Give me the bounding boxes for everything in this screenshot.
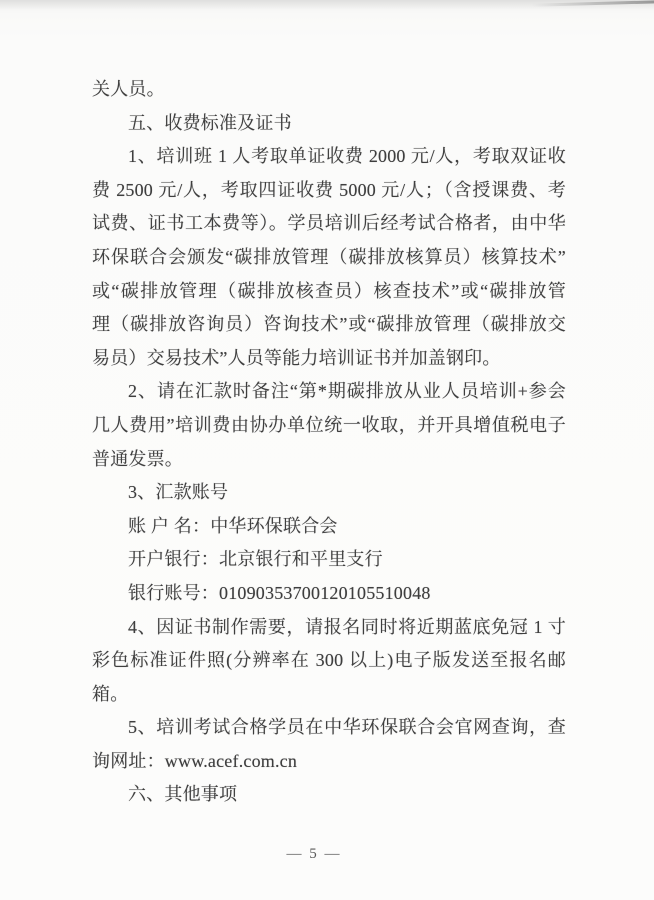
page-number: — 5 — xyxy=(286,846,342,862)
text-line: 2、请在汇款时备注“第*期碳排放从业人员培训+参会 xyxy=(128,381,566,402)
text-line: 银行账号：01090353700120105510048 xyxy=(128,582,431,603)
text-line: 或“碳排放管理（碳排放核查员）核查技术”或“碳排放管 xyxy=(92,280,566,301)
text-line: 3、汇款账号 xyxy=(128,482,229,503)
text-line: 费 2500 元/人，考取四证收费 5000 元/人；（含授课费、考 xyxy=(92,179,566,200)
text-line: 询网址：www.acef.com.cn xyxy=(92,750,298,771)
text-line: 普通发票。 xyxy=(92,448,183,469)
text-line: 试费、证书工本费等）。学员培训后经考试合格者，由中华 xyxy=(92,213,566,234)
text-line: 几人费用”培训费由协办单位统一收取，并开具增值税电子 xyxy=(92,414,566,435)
text-line: 1、培训班 1 人考取单证收费 2000 元/人，考取双证收 xyxy=(128,146,566,167)
text-line: 彩色标准证件照(分辨率在 300 以上)电子版发送至报名邮 xyxy=(92,650,566,671)
text-line: 易员）交易技术”人员等能力培训证书并加盖钢印。 xyxy=(92,347,501,368)
text-line: 关人员。 xyxy=(92,79,165,99)
text-line: 账 户 名：中华环保联合会 xyxy=(128,515,338,536)
document-text-block xyxy=(92,73,566,812)
text-line: 4、因证书制作需要，请报名同时将近期蓝底免冠 1 寸 xyxy=(128,616,566,637)
text-line: 理（碳排放咨询员）咨询技术”或“碳排放管理（碳排放交 xyxy=(92,314,566,335)
text-line: 五、收费标准及证书 xyxy=(128,112,292,133)
text-line: 箱。 xyxy=(92,683,129,704)
text-line: 环保联合会颁发“碳排放管理（碳排放核算员）核算技术” xyxy=(92,246,566,267)
text-line: 开户银行：北京银行和平里支行 xyxy=(128,549,383,570)
text-line: 六、其他事项 xyxy=(128,784,238,805)
text-line: 5、培训考试合格学员在中华环保联合会官网查询，查 xyxy=(128,717,566,738)
